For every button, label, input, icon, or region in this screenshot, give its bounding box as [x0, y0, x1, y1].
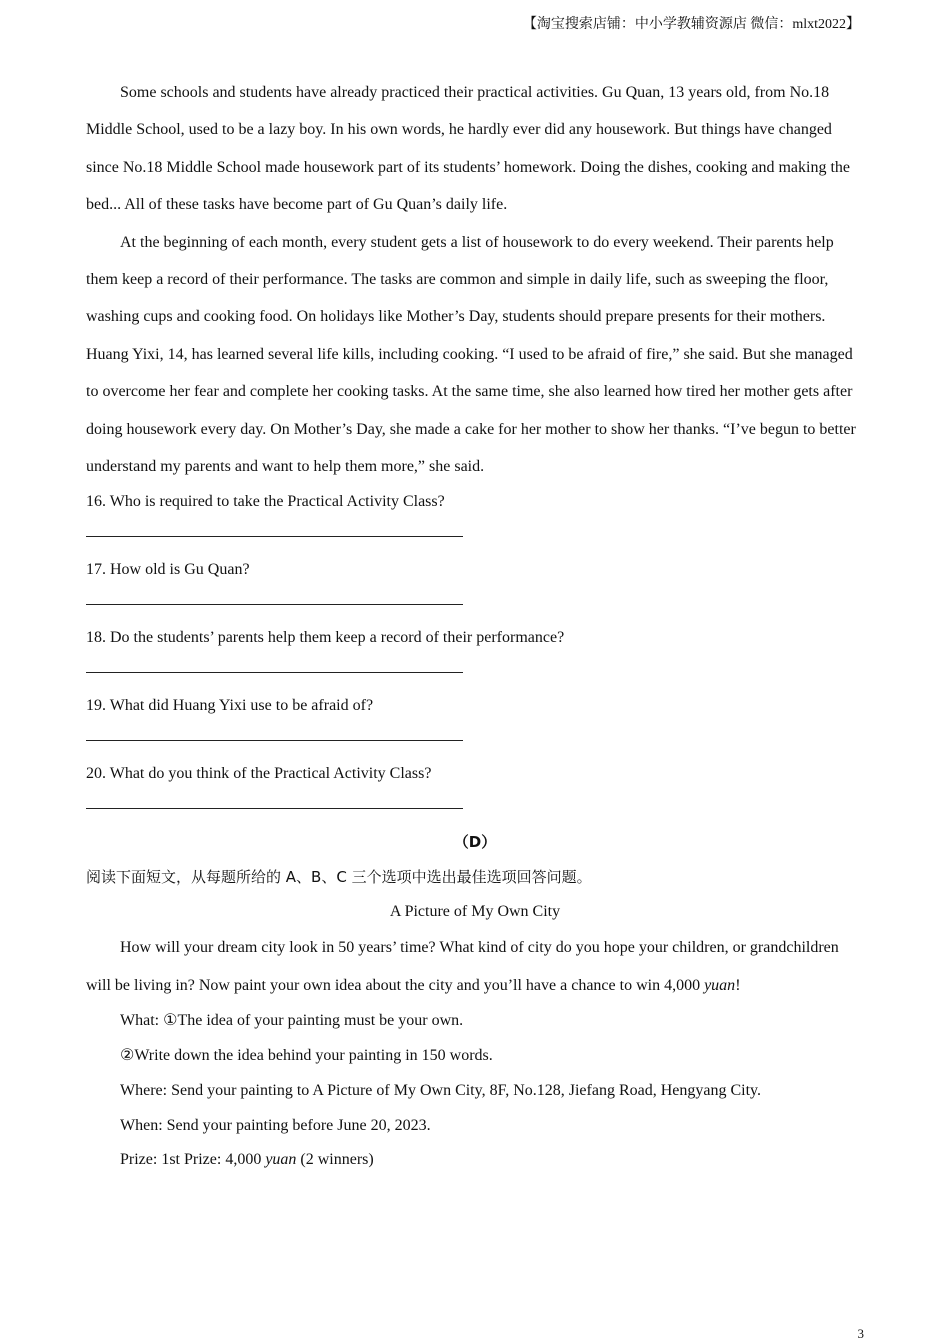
answer-line-17[interactable] [86, 587, 864, 621]
intro-currency: yuan [704, 976, 736, 994]
notice-what-2: ②Write down the idea behind your painting in 150 words. [120, 1047, 493, 1065]
intro-text: How will your dream city look in 50 years’ time? What kind of city do you hope your children, or grandchildren will be living in? Now paint your own idea about the city and you’ll have a chance to win 4,000 [86, 939, 839, 994]
question-17: 17. How old is Gu Quan? [86, 561, 250, 579]
notice-where: Where: Send your painting to A Picture of My Own City, 8F, No.128, Jiefang Road, Hengyang City. [120, 1081, 762, 1099]
notice-prize [86, 1143, 864, 1178]
question-19: 19. What did Huang Yixi use to be afraid of? [86, 697, 374, 715]
answer-line-19[interactable] [86, 723, 864, 757]
passage-title: A Picture of My Own City [389, 903, 561, 921]
section-instruction: 阅读下面短文，从每题所给的 A、B、C 三个选项中选出最佳选项回答问题。 [86, 868, 592, 887]
section-d-label: （D） [453, 833, 497, 852]
answer-line-16[interactable] [86, 519, 864, 553]
passage-paragraph: Some schools and students have already practiced their practical activities. Gu Quan, 13 years old, from No.18 Middle School, used to be a lazy boy. In his own words, he hardly ever did any housework. But things have changed since No.18 Middle School made housework part of its students’ homework. Doing the dishes, cooking and making the bed... All of these tasks have become part of Gu Quan’s daily life. [86, 84, 851, 214]
notice-when: When: Send your painting before June 20, 2023. [120, 1116, 431, 1134]
document-body [86, 74, 864, 1178]
passage-paragraph: At the beginning of each month, every student gets a list of housework to do every weekend. Their parents help them keep a record of their performance. The tasks are common and simple in daily life, such as sweeping the floor, washing cups and cooking food. On holidays like Mother’s Day, students should prepare presents for their mothers. Huang Yixi, 14, has learned several life kills, including cooking. “I used to be afraid of fire,” she said. But she managed to overcome her fear and complete her cooking tasks. At the same time, she also learned how tired her mother gets after doing housework every day. On Mother’s Day, she made a cake for her mother to show her thanks. “I’ve begun to better understand my parents and want to help them more,” she said. [86, 233, 856, 476]
question-18: 18. Do the students’ parents help them keep a record of their performance? [86, 629, 565, 647]
question-16: 16. Who is required to take the Practical Activity Class? [86, 493, 445, 511]
question-20: 20. What do you think of the Practical Activity Class? [86, 765, 432, 783]
page-header: 【淘宝搜索店铺：中小学教辅资源店 微信：mlxt2022】 [522, 17, 860, 32]
prize-currency: yuan [265, 1151, 297, 1169]
answer-line-20[interactable] [86, 791, 864, 825]
notice-what-1: What: ①The idea of your painting must be your own. [120, 1012, 464, 1030]
prize-text: Prize: 1st Prize: 4,000 [120, 1151, 266, 1169]
answer-line-18[interactable] [86, 655, 864, 689]
passage-intro [86, 929, 864, 1004]
page-number: 3 [857, 1326, 864, 1341]
prize-end: (2 winners) [296, 1151, 374, 1169]
intro-end: ! [735, 976, 741, 994]
